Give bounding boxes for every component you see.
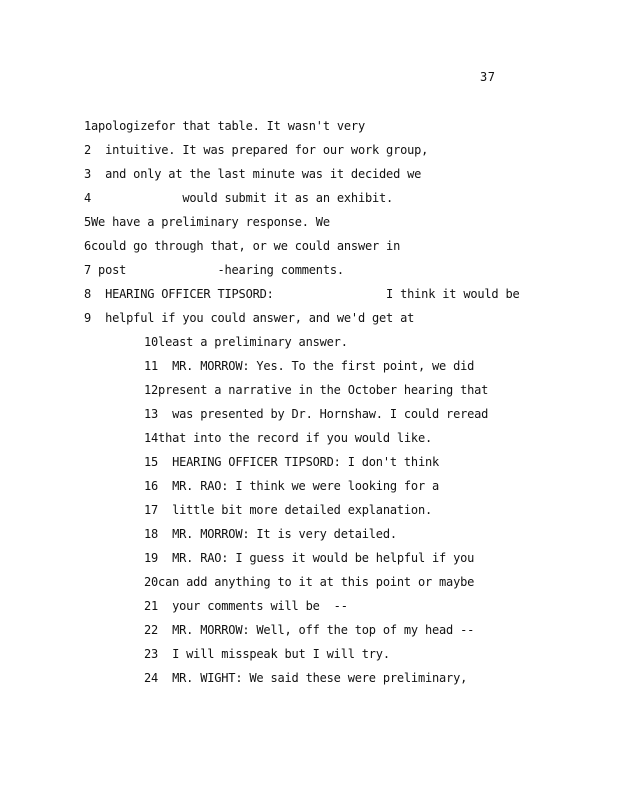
transcript-line-3: 3 and only at the last minute was it decided we [84,167,422,181]
transcript-line-18: 18 MR. MORROW: It is very detailed. [144,527,397,541]
transcript-line-11: 11 MR. MORROW: Yes. To the first point, we did [144,359,475,373]
transcript-line-9: 9 helpful if you could answer, and we'd get at [84,311,415,325]
transcript-line-14: 14that into the record if you would like. [144,431,433,445]
transcript-line-8: 8 HEARING OFFICER TIPSORD: I think it would be [84,287,520,301]
transcript-line-6: 6could go through that, or we could answer in [84,239,401,253]
transcript-line-16: 16 MR. RAO: I think we were looking for a [144,479,440,493]
transcript-line-22: 22 MR. MORROW: Well, off the top of my head -- [144,623,475,637]
page-number: 37 [480,70,496,84]
transcript-line-20: 20can add anything to it at this point or maybe [144,575,475,589]
transcript-line-21: 21 your comments will be -- [144,599,348,613]
transcript-line-19: 19 MR. RAO: I guess it would be helpful if you [144,551,475,565]
transcript-line-23: 23 I will misspeak but I will try. [144,647,390,661]
transcript-line-1: 1apologizefor that table. It wasn't very [84,119,365,133]
transcript-line-10: 10least a preliminary answer. [144,335,348,349]
transcript-line-15: 15 HEARING OFFICER TIPSORD: I don't think [144,455,440,469]
transcript-line-24: 24 MR. WIGHT: We said these were preliminary, [144,671,468,685]
transcript-line-12: 12present a narrative in the October hearing that [144,383,489,397]
transcript-line-5: 5We have a preliminary response. We [84,215,330,229]
transcript-line-2: 2 intuitive. It was prepared for our work group, [84,143,429,157]
transcript-line-17: 17 little bit more detailed explanation. [144,503,433,517]
transcript-line-4: 4 would submit it as an exhibit. [84,191,394,205]
transcript-line-13: 13 was presented by Dr. Hornshaw. I could reread [144,407,489,421]
transcript-line-7: 7 post -hearing comments. [84,263,344,277]
